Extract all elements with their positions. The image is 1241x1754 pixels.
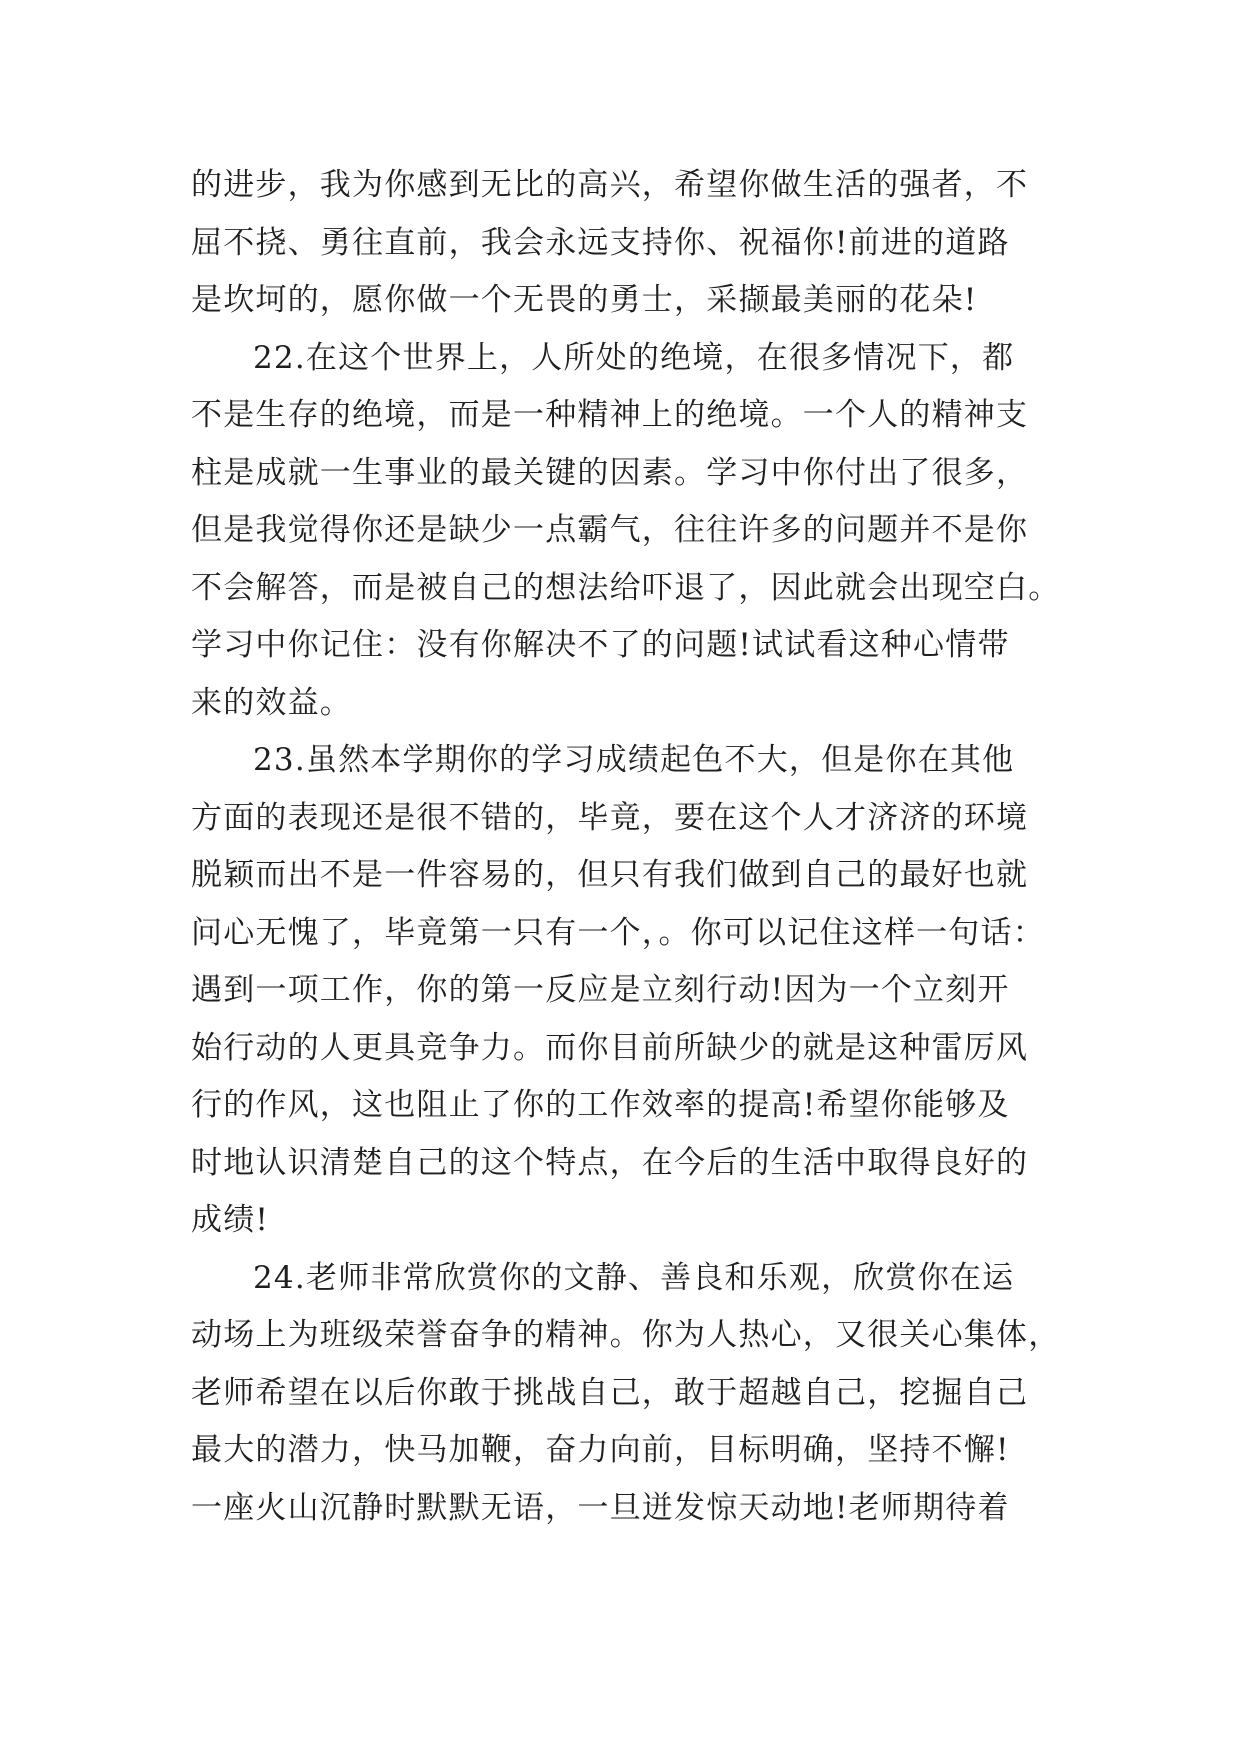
text-line: 动场上为班级荣誉奋争的精神。你为人热心，又很关心集体， xyxy=(191,1317,1061,1353)
text-line: 方面的表现还是很不错的，毕竟，要在这个人才济济的环境 xyxy=(191,799,1029,836)
text-line: 行的作风，这也阻止了你的工作效率的提高!希望你能够及 xyxy=(191,1087,1010,1123)
text-line: 来的效益。 xyxy=(191,684,352,721)
text-line: 24.老师非常欣赏你的文静、善良和乐观，欣赏你在运 xyxy=(253,1259,1015,1296)
text-line: 不是生存的绝境，而是一种精神上的绝境。一个人的精神支 xyxy=(191,397,1029,433)
text-line: 是坎坷的，愿你做一个无畏的勇士，采撷最美丽的花朵! xyxy=(191,282,978,318)
document-body-text xyxy=(191,157,1061,1537)
text-line: 时地认识清楚自己的这个特点，在今后的生活中取得良好的 xyxy=(191,1144,1029,1181)
text-line: 22.在这个世界上，人所处的绝境，在很多情况下，都 xyxy=(253,339,1015,376)
text-line: 问心无愧了，毕竟第一只有一个，。你可以记住这样一句话： xyxy=(191,914,1045,951)
text-line: 不会解答，而是被自己的想法给吓退了，因此就会出现空白。 xyxy=(191,569,1061,606)
text-line: 脱颖而出不是一件容易的，但只有我们做到自己的最好也就 xyxy=(191,857,1029,893)
text-line: 最大的潜力，快马加鞭，奋力向前，目标明确，坚持不懈! xyxy=(191,1432,1010,1468)
text-line: 屈不挠、勇往直前，我会永远支持你、祝福你!前进的道路 xyxy=(191,224,1010,261)
text-line: 的进步，我为你感到无比的高兴，希望你做生活的强者，不 xyxy=(191,167,1029,203)
text-line: 一座火山沉静时默默无语，一旦迸发惊天动地!老师期待着 xyxy=(191,1489,1010,1526)
text-line: 遇到一项工作，你的第一反应是立刻行动!因为一个立刻开 xyxy=(191,972,1010,1008)
text-line: 成绩! xyxy=(191,1202,270,1238)
text-line: 柱是成就一生事业的最关键的因素。学习中你付出了很多， xyxy=(191,454,1029,491)
text-line: 老师希望在以后你敢于挑战自己，敢于超越自己，挖掘自己 xyxy=(191,1374,1029,1411)
text-line: 学习中你记住：没有你解决不了的问题!试试看这种心情带 xyxy=(191,627,1010,663)
text-line: 始行动的人更具竞争力。而你目前所缺少的就是这种雷厉风 xyxy=(191,1029,1029,1066)
text-line: 但是我觉得你还是缺少一点霸气，往往许多的问题并不是你 xyxy=(191,512,1029,548)
text-line: 23.虽然本学期你的学习成绩起色不大，但是你在其他 xyxy=(253,742,1015,778)
